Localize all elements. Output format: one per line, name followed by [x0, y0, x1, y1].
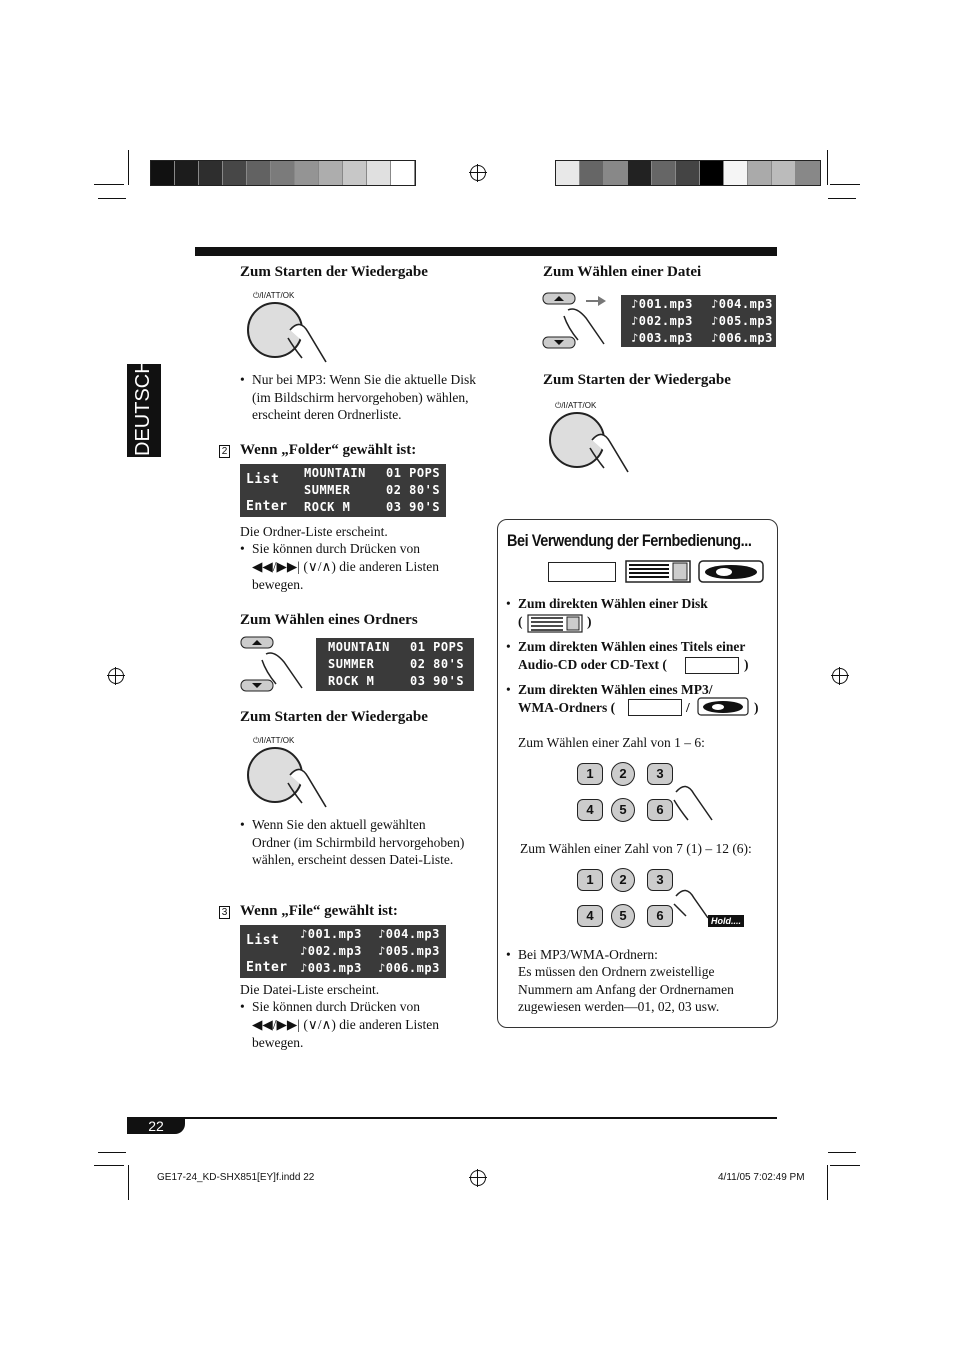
crop-mark — [94, 1165, 124, 1166]
bullet-text: • Nur bei MP3: Wenn Sie die aktuelle Disk (im Bildschirm hervorgehoben) wählen, erscheint deren Ordnerliste. — [252, 371, 480, 424]
color-swatch — [343, 161, 367, 185]
bullet-text: • Bei MP3/WMA-Ordnern: — [518, 946, 658, 964]
number-button-5: 5 — [611, 904, 635, 928]
knob-label: ⏻/I/ATT/OK — [253, 736, 295, 745]
lcd-folder: MOUNTAIN — [328, 640, 390, 654]
color-swatch — [175, 161, 199, 185]
number-button-3: 3 — [647, 763, 673, 785]
finger-press-icon — [286, 763, 336, 813]
color-swatch — [676, 161, 700, 185]
lcd-file: ♪006.mp3 — [378, 961, 440, 975]
bullet-text: • Sie können durch Drücken von — [252, 540, 420, 558]
lcd-file: ♪004.mp3 — [378, 927, 440, 941]
lcd-file-select — [621, 295, 776, 347]
lcd-folder-list — [240, 464, 446, 517]
color-swatch — [772, 161, 796, 185]
sd-card-icon — [698, 560, 764, 584]
lcd-file: ♪001.mp3 — [631, 297, 693, 311]
lcd-file: ♪005.mp3 — [711, 314, 773, 328]
remote-bullet: • Zum direkten Wählen eines Titels einer — [518, 637, 745, 656]
number-button-6: 6 — [647, 799, 673, 821]
finger-press-icon — [286, 318, 336, 368]
sd-card-icon — [697, 697, 749, 717]
lcd-folder: 01 POPS — [386, 466, 441, 480]
footer-filename: GE17-24_KD-SHX851[EY]f.indd 22 — [157, 1172, 315, 1183]
lcd-enter-label: Enter — [246, 960, 288, 975]
up-down-buttons-icon — [240, 636, 310, 692]
color-strip-left — [150, 160, 416, 186]
knob-label: ⏻/I/ATT/OK — [253, 291, 295, 300]
bullet-text: • Wenn Sie den aktuell gewählten Ordner (im Schirmbild hervorgehoben) wählen, erscheint dessen Datei-Liste. — [252, 816, 467, 869]
lcd-enter-label: Enter — [246, 499, 288, 514]
lcd-folder: ROCK M — [328, 674, 375, 688]
header-rule — [195, 247, 777, 256]
number-button-1: 1 — [577, 763, 603, 785]
step-heading: Wenn „File“ gewählt ist: — [240, 903, 398, 919]
number-button-5: 5 — [611, 798, 635, 822]
color-swatch — [556, 161, 580, 185]
lcd-folder: SUMMER — [328, 657, 375, 671]
lcd-file: ♪003.mp3 — [300, 961, 362, 975]
language-tab: DEUTSCH — [127, 364, 161, 457]
lcd-folder: 01 POPS — [410, 640, 465, 654]
cd-slot-icon — [685, 657, 739, 674]
lcd-folder: SUMMER — [304, 483, 351, 497]
color-swatch — [151, 161, 175, 185]
lcd-folder: MOUNTAIN — [304, 466, 366, 480]
lcd-folder: 03 90'S — [410, 674, 465, 688]
color-swatch — [367, 161, 391, 185]
slash: / — [686, 700, 690, 715]
crop-mark — [98, 1152, 126, 1153]
lcd-list-label: List — [246, 472, 280, 487]
lcd-file: ♪003.mp3 — [631, 331, 693, 345]
bullet-text: • Sie können durch Drücken von — [252, 998, 420, 1016]
lcd-folder: 03 90'S — [386, 500, 441, 514]
section-heading: Zum Starten der Wiedergabe — [240, 264, 428, 280]
disc-changer-icon — [527, 614, 583, 634]
lcd-file: ♪002.mp3 — [631, 314, 693, 328]
footer-date: 4/11/05 7:02:49 PM — [718, 1172, 805, 1183]
color-swatch — [796, 161, 820, 185]
lcd-file: ♪001.mp3 — [300, 927, 362, 941]
remote-box-title: Bei Verwendung der Fernbedienung... — [507, 531, 752, 550]
lcd-list-label: List — [246, 933, 280, 948]
crop-mark — [128, 1165, 129, 1200]
lcd-folder: 02 80'S — [410, 657, 465, 671]
number-button-4: 4 — [577, 799, 603, 821]
finger-press-icon — [672, 780, 722, 824]
number-button-6: 6 — [647, 905, 673, 927]
body-text: Es müssen den Ordnern zweistellige Nummern am Anfang der Ordnernamen zugewiesen werden—01, 02, 03 usw. — [518, 964, 734, 1015]
lcd-file: ♪002.mp3 — [300, 944, 362, 958]
color-swatch — [700, 161, 724, 185]
number-button-2: 2 — [611, 762, 635, 786]
crop-mark — [827, 150, 828, 185]
paren-close: ) — [587, 614, 592, 629]
hold-label: Hold.... — [708, 915, 744, 927]
remote-bullet-cont: Audio-CD oder CD-Text ( — [518, 657, 667, 672]
color-swatch — [247, 161, 271, 185]
color-strip-right — [555, 160, 821, 186]
color-swatch — [199, 161, 223, 185]
color-swatch — [628, 161, 652, 185]
color-swatch — [295, 161, 319, 185]
color-swatch — [748, 161, 772, 185]
crop-mark — [827, 1165, 828, 1200]
lcd-file: ♪005.mp3 — [378, 944, 440, 958]
body-text: Die Ordner-Liste erscheint. — [240, 524, 388, 539]
footer-rule — [127, 1117, 777, 1119]
paren-open: ( — [518, 614, 523, 629]
cd-slot-icon — [548, 562, 616, 582]
color-swatch — [652, 161, 676, 185]
lcd-file-list — [240, 925, 446, 978]
cd-slot-icon — [628, 699, 682, 716]
step-number: 2 — [219, 445, 230, 458]
number-range-label: Zum Wählen einer Zahl von 7 (1) – 12 (6): — [520, 841, 752, 856]
registration-mark — [108, 668, 124, 684]
number-range-label: Zum Wählen einer Zahl von 1 – 6: — [518, 735, 705, 750]
step-number: 3 — [219, 906, 230, 919]
body-text: Die Datei-Liste erscheint. — [240, 982, 380, 997]
knob-label: ⏻/I/ATT/OK — [555, 401, 597, 410]
crop-mark — [94, 184, 124, 185]
color-swatch — [724, 161, 748, 185]
color-swatch — [391, 161, 415, 185]
crop-mark — [98, 198, 126, 199]
paren-close: ) — [754, 700, 759, 715]
up-down-buttons-icon — [542, 292, 616, 350]
crop-mark — [830, 184, 860, 185]
body-text: ◀◀/▶▶| (∨/∧) die anderen Listen — [252, 559, 439, 574]
body-text: bewegen. — [252, 1035, 304, 1050]
registration-mark — [832, 668, 848, 684]
color-swatch — [580, 161, 604, 185]
section-heading: Zum Wählen eines Ordners — [240, 612, 418, 628]
number-button-3: 3 — [647, 869, 673, 891]
remote-bullet: • Zum direkten Wählen einer Disk — [518, 594, 708, 613]
step-heading: Wenn „Folder“ gewählt ist: — [240, 442, 417, 458]
lcd-folder-select — [316, 638, 474, 691]
remote-bullet-cont: WMA-Ordners ( — [518, 700, 616, 715]
crop-mark — [128, 150, 129, 185]
registration-mark — [470, 165, 486, 181]
section-heading: Zum Wählen einer Datei — [543, 264, 702, 280]
finger-press-icon — [588, 428, 638, 478]
paren-close: ) — [744, 657, 749, 672]
color-swatch — [271, 161, 295, 185]
registration-mark — [470, 1170, 486, 1186]
crop-mark — [828, 198, 856, 199]
body-text: bewegen. — [252, 577, 304, 592]
number-button-1: 1 — [577, 869, 603, 891]
lcd-folder: ROCK M — [304, 500, 351, 514]
body-text: ◀◀/▶▶| (∨/∧) die anderen Listen — [252, 1017, 439, 1032]
lcd-file: ♪006.mp3 — [711, 331, 773, 345]
color-swatch — [223, 161, 247, 185]
lcd-folder: 02 80'S — [386, 483, 441, 497]
lcd-file: ♪004.mp3 — [711, 297, 773, 311]
page-number: 22 — [127, 1117, 185, 1134]
crop-mark — [828, 1152, 856, 1153]
crop-mark — [830, 1165, 860, 1166]
section-heading: Zum Starten der Wiedergabe — [240, 709, 428, 725]
number-button-4: 4 — [577, 905, 603, 927]
number-button-2: 2 — [611, 868, 635, 892]
color-swatch — [319, 161, 343, 185]
remote-bullet: • Zum direkten Wählen eines MP3/ — [518, 680, 713, 699]
disc-changer-icon — [625, 560, 691, 584]
color-swatch — [604, 161, 628, 185]
section-heading: Zum Starten der Wiedergabe — [543, 372, 731, 388]
